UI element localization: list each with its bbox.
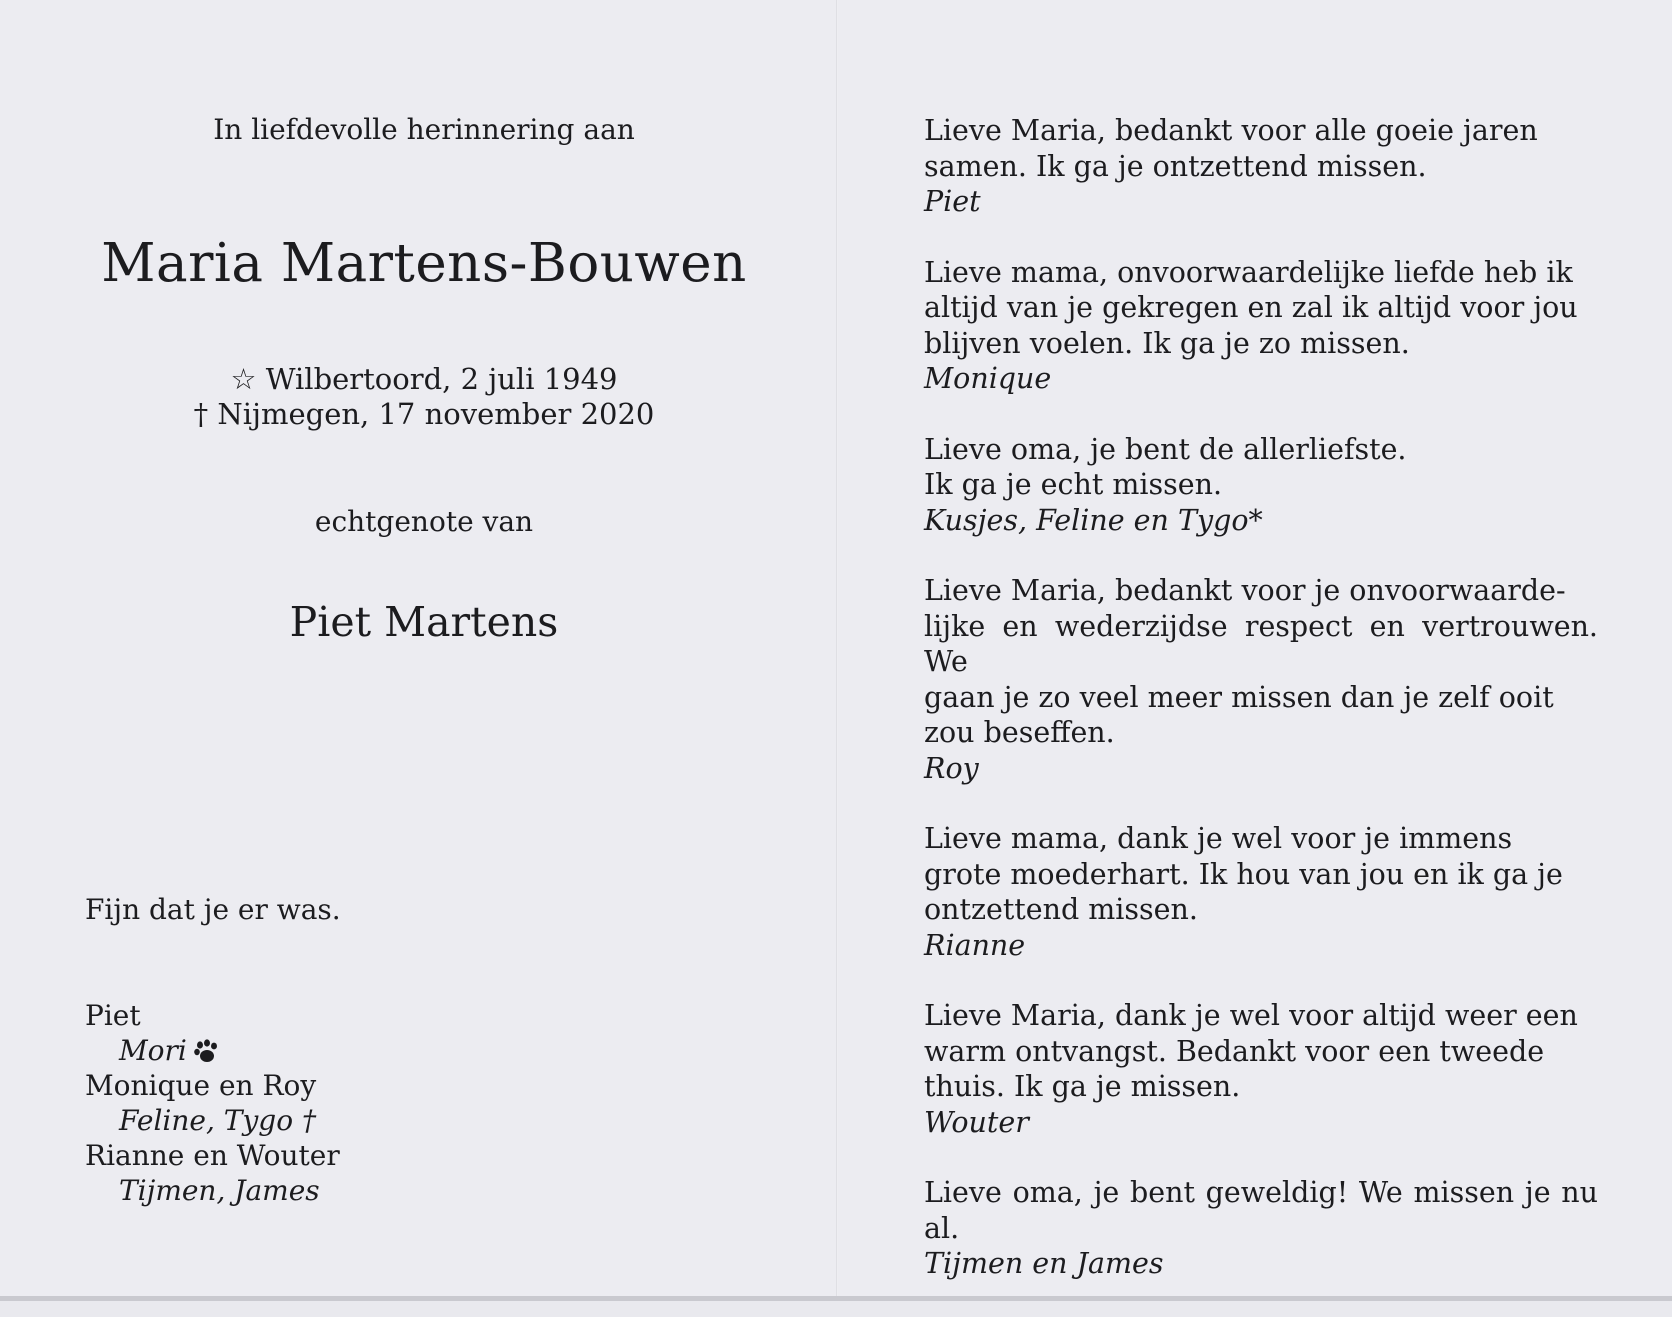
spouse-label: echtgenote van xyxy=(314,505,534,538)
message-line: Lieve oma, je bent geweldig! We missen je nu al. xyxy=(924,1176,1598,1245)
family-member xyxy=(85,998,585,1033)
family-sub-member xyxy=(85,1033,585,1068)
right-panel xyxy=(838,0,1672,1301)
message-block xyxy=(924,1175,1598,1282)
messages-list xyxy=(924,113,1598,1317)
message-block xyxy=(924,432,1598,539)
message-line: Lieve Maria, dank je wel voor altijd weer een xyxy=(924,999,1578,1032)
message-block xyxy=(924,113,1598,220)
family-sub-member xyxy=(85,1173,585,1208)
family-member-name: Feline, Tygo † xyxy=(119,1104,316,1137)
message-block xyxy=(924,998,1598,1140)
message-signature: Tijmen en James xyxy=(924,1247,1164,1280)
message-block xyxy=(924,255,1598,397)
message-signature: Roy xyxy=(924,751,979,785)
message-line: altijd van je gekregen en zal ik altijd voor jou xyxy=(924,291,1578,324)
message-line: grote moederhart. Ik hou van jou en ik ga je xyxy=(924,857,1563,891)
intro-text: In liefdevolle herinnering aan xyxy=(213,113,635,146)
paw-icon xyxy=(193,1039,219,1063)
family-sub-member xyxy=(85,1103,585,1138)
message-signature: Piet xyxy=(924,185,981,218)
birth-line: ☆ Wilbertoord, 2 juli 1949 xyxy=(230,362,618,396)
family-member-name: Piet xyxy=(85,999,141,1032)
message-line: Lieve Maria, bedankt voor alle goeie jaren xyxy=(924,114,1538,147)
spouse-name: Piet Martens xyxy=(289,598,559,646)
message-line: Lieve Maria, bedankt voor je onvoorwaarde- xyxy=(924,574,1566,607)
family-member xyxy=(85,1068,585,1103)
message-block xyxy=(924,573,1598,786)
family-member-name: Rianne en Wouter xyxy=(85,1139,340,1172)
message-line: Lieve mama, onvoorwaardelijke liefde heb ik xyxy=(924,255,1573,289)
family-member-name: Tijmen, James xyxy=(119,1174,320,1207)
message-line: samen. Ik ga je ontzettend missen. xyxy=(924,149,1427,183)
message-line: gaan je zo veel meer missen dan je zelf ooit xyxy=(924,680,1554,714)
family-list xyxy=(85,998,585,1208)
death-line: † Nijmegen, 17 november 2020 xyxy=(193,397,655,431)
message-signature: Wouter xyxy=(924,1105,1029,1139)
message-line: thuis. Ik ga je missen. xyxy=(924,1070,1241,1103)
message-signature: Kusjes, Feline en Tygo* xyxy=(924,503,1263,537)
message-line: blijven voelen. Ik ga je zo missen. xyxy=(924,326,1410,360)
message-line: Ik ga je echt missen. xyxy=(924,468,1223,501)
card-bottom-edge xyxy=(0,1296,1672,1301)
message-line: ontzettend missen. xyxy=(924,893,1198,926)
message-block xyxy=(924,821,1598,963)
message-signature: Monique xyxy=(924,362,1052,395)
message-line: lijke en wederzijdse respect en vertrouwen. We xyxy=(924,609,1598,678)
message-line: warm ontvangst. Bedankt voor een tweede xyxy=(924,1034,1545,1068)
family-member-name: Mori xyxy=(119,1034,187,1067)
closing-text: Fijn dat je er was. xyxy=(85,893,341,926)
message-line: Lieve oma, je bent de allerliefste. xyxy=(924,432,1407,466)
left-panel xyxy=(0,0,836,1301)
message-line: Lieve mama, dank je wel voor je immens xyxy=(924,822,1513,855)
family-member-name: Monique en Roy xyxy=(85,1069,317,1102)
message-signature: Rianne xyxy=(924,928,1026,962)
deceased-name: Maria Martens-Bouwen xyxy=(101,233,747,294)
message-line: zou beseffen. xyxy=(924,716,1115,749)
family-member xyxy=(85,1138,585,1173)
